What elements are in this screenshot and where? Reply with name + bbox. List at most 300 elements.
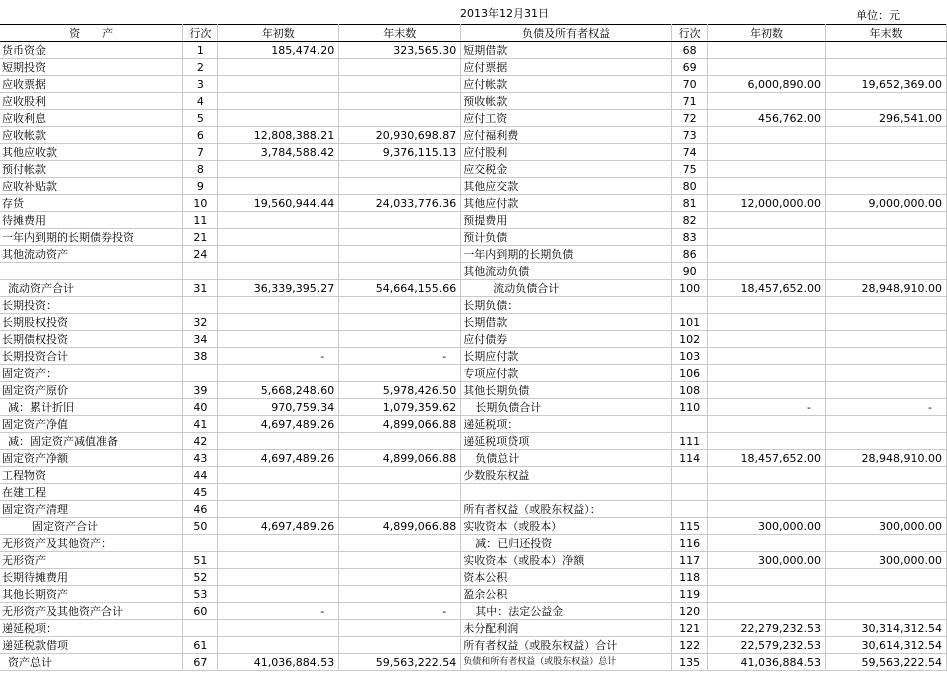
table-row [0,450,947,467]
table-cell: 67 [183,654,218,671]
table-cell [826,501,947,518]
table-cell: 300,000.00 [826,552,947,569]
table-row [0,569,947,586]
table-cell [183,365,218,382]
table-cell: 18,457,652.00 [708,280,826,297]
table-cell: 盈余公积 [461,586,672,603]
table-cell [218,467,339,484]
table-cell [708,467,826,484]
table-cell: 117 [672,552,708,569]
table-cell: 一年内到期的长期债券投资 [0,229,183,246]
table-row [0,110,947,127]
table-cell: 20,930,698.87 [339,127,461,144]
table-cell: 待摊费用 [0,212,183,229]
table-cell: 固定资产： [0,365,183,382]
table-cell [708,603,826,620]
table-cell: 负债和所有者权益（或股东权益）总计 [461,654,672,671]
table-cell [826,127,947,144]
table-cell: 102 [672,331,708,348]
table-cell: 2 [183,59,218,76]
table-cell: 减：固定资产减值准备 [0,433,183,450]
table-row [0,484,947,501]
table-cell: 无形资产及其他资产合计 [0,603,183,620]
table-cell: - [708,399,826,416]
table-cell [339,501,461,518]
table-cell [672,467,708,484]
table-cell [826,144,947,161]
table-cell [826,603,947,620]
table-cell: 长期负债合计 [461,399,672,416]
table-cell: 其他长期负债 [461,382,672,399]
table-row [0,263,947,280]
table-cell: 10 [183,195,218,212]
table-cell: 43 [183,450,218,467]
table-cell [708,246,826,263]
table-cell: 应付帐款 [461,76,672,93]
table-cell: 递延税项： [461,416,672,433]
table-cell: 114 [672,450,708,467]
table-cell [218,178,339,195]
table-cell: 未分配利润 [461,620,672,637]
table-cell [708,586,826,603]
table-cell: 其他流动资产 [0,246,183,263]
table-cell [672,416,708,433]
table-cell: 4,697,489.26 [218,518,339,535]
table-cell [0,263,183,280]
table-cell [183,297,218,314]
table-cell: 121 [672,620,708,637]
table-cell: 110 [672,399,708,416]
table-cell: 1 [183,42,218,59]
table-cell: - [218,348,339,365]
column-header: 年末数 [339,25,461,42]
table-cell: - [339,348,461,365]
table-cell: 119 [672,586,708,603]
table-cell: 83 [672,229,708,246]
table-row [0,518,947,535]
table-cell [708,297,826,314]
table-cell [708,59,826,76]
table-cell [672,297,708,314]
table-cell: 74 [672,144,708,161]
table-row [0,195,947,212]
table-cell: 应收帐款 [0,127,183,144]
table-cell: 42 [183,433,218,450]
header-row [0,25,947,42]
table-cell: 106 [672,365,708,382]
table-cell [708,229,826,246]
table-cell: 12,000,000.00 [708,195,826,212]
table-cell: 长期应付款 [461,348,672,365]
table-cell: 115 [672,518,708,535]
table-row [0,535,947,552]
table-cell: 41,036,884.53 [708,654,826,671]
table-cell: 111 [672,433,708,450]
table-cell: 80 [672,178,708,195]
table-cell: 递延税项贷项 [461,433,672,450]
table-cell [708,382,826,399]
column-header: 资 产 [0,25,183,42]
balance-table [0,24,947,671]
table-cell [339,467,461,484]
table-cell: 4,697,489.26 [218,416,339,433]
table-cell [218,620,339,637]
table-row [0,246,947,263]
table-cell [708,331,826,348]
table-cell [708,501,826,518]
column-header: 年初数 [708,25,826,42]
table-cell: 72 [672,110,708,127]
table-cell: 存货 [0,195,183,212]
table-cell [218,484,339,501]
table-cell: 专项应付款 [461,365,672,382]
table-cell [218,161,339,178]
table-cell: 工程物资 [0,467,183,484]
table-cell [826,297,947,314]
table-cell: 其中：法定公益金 [461,603,672,620]
table-cell: 实收资本（或股本） [461,518,672,535]
table-cell: 30,314,312.54 [826,620,947,637]
table-cell: 4,899,066.88 [339,416,461,433]
table-cell [826,161,947,178]
table-cell [708,365,826,382]
table-row [0,59,947,76]
table-cell [826,314,947,331]
table-row [0,416,947,433]
table-cell: 6,000,890.00 [708,76,826,93]
table-cell [708,569,826,586]
table-cell [826,263,947,280]
table-cell: 长期负债： [461,297,672,314]
table-cell [826,586,947,603]
table-cell: 固定资产净值 [0,416,183,433]
table-cell [183,263,218,280]
table-cell [339,314,461,331]
table-row [0,229,947,246]
table-cell: 108 [672,382,708,399]
table-cell [339,93,461,110]
table-cell [826,433,947,450]
table-cell: 45 [183,484,218,501]
table-cell [708,161,826,178]
table-cell: 101 [672,314,708,331]
table-cell [826,42,947,59]
table-cell: 其他应付款 [461,195,672,212]
table-row [0,76,947,93]
table-cell [218,229,339,246]
table-cell: 46 [183,501,218,518]
table-cell [672,484,708,501]
table-cell: 59,563,222.54 [826,654,947,671]
table-cell: 应付股利 [461,144,672,161]
table-row [0,161,947,178]
table-cell: 其他应收款 [0,144,183,161]
table-cell: 32 [183,314,218,331]
table-cell: 103 [672,348,708,365]
table-cell: 30,614,312.54 [826,637,947,654]
table-cell [708,535,826,552]
table-cell [339,229,461,246]
table-cell [708,144,826,161]
table-cell [339,212,461,229]
table-cell: 116 [672,535,708,552]
table-cell [218,637,339,654]
table-cell [218,331,339,348]
table-cell: 长期借款 [461,314,672,331]
table-cell: 应交税金 [461,161,672,178]
table-row [0,552,947,569]
table-cell: 52 [183,569,218,586]
table-cell: 应付工资 [461,110,672,127]
table-cell: 流动资产合计 [0,280,183,297]
table-cell [339,178,461,195]
table-cell: 4,899,066.88 [339,518,461,535]
table-cell [218,586,339,603]
table-cell [339,586,461,603]
table-cell: 68 [672,42,708,59]
table-row [0,178,947,195]
table-cell [708,93,826,110]
table-cell: 90 [672,263,708,280]
table-cell: 40 [183,399,218,416]
table-cell: 递延税款借项 [0,637,183,654]
table-cell [826,348,947,365]
sheet-header [0,0,947,24]
table-cell: 28,948,910.00 [826,450,947,467]
table-cell: 122 [672,637,708,654]
table-cell: 38 [183,348,218,365]
column-header: 年末数 [826,25,947,42]
table-cell [708,416,826,433]
table-cell: 69 [672,59,708,76]
table-cell: 负债总计 [461,450,672,467]
table-cell [461,484,672,501]
table-cell [339,263,461,280]
table-row [0,620,947,637]
table-cell: 61 [183,637,218,654]
table-cell: 5,978,426.50 [339,382,461,399]
table-cell: 18,457,652.00 [708,450,826,467]
table-cell: 24,033,776.36 [339,195,461,212]
table-cell: 71 [672,93,708,110]
table-cell: 22,279,232.53 [708,620,826,637]
table-cell: 减：已归还投资 [461,535,672,552]
table-cell [826,93,947,110]
table-cell [826,59,947,76]
table-cell [339,484,461,501]
table-cell: 135 [672,654,708,671]
table-cell: 300,000.00 [826,518,947,535]
table-cell: - [218,603,339,620]
table-cell: 5 [183,110,218,127]
table-row [0,280,947,297]
table-cell: 资产总计 [0,654,183,671]
table-cell: 36,339,395.27 [218,280,339,297]
table-cell: 296,541.00 [826,110,947,127]
table-cell [339,331,461,348]
table-cell: 59,563,222.54 [339,654,461,671]
column-header: 行次 [672,25,708,42]
table-cell: 44 [183,467,218,484]
column-header: 年初数 [218,25,339,42]
table-cell [826,382,947,399]
table-cell [826,365,947,382]
table-cell: 预提费用 [461,212,672,229]
table-cell: - [339,603,461,620]
table-cell [339,620,461,637]
table-cell [826,246,947,263]
table-cell: 固定资产原价 [0,382,183,399]
table-cell: 323,565.30 [339,42,461,59]
table-cell [183,620,218,637]
table-row [0,93,947,110]
table-cell: 9,376,115.13 [339,144,461,161]
table-cell: 固定资产净额 [0,450,183,467]
table-cell: 4,697,489.26 [218,450,339,467]
column-header: 负债及所有者权益 [461,25,672,42]
table-cell: 应收补贴款 [0,178,183,195]
table-cell [339,569,461,586]
table-cell: 70 [672,76,708,93]
table-cell [218,569,339,586]
table-cell: 3,784,588.42 [218,144,339,161]
currency-unit: 单位：元 [856,9,900,22]
table-cell: 50 [183,518,218,535]
table-cell [826,484,947,501]
table-cell [218,501,339,518]
table-cell: 54,664,155.66 [339,280,461,297]
table-cell [672,501,708,518]
table-cell: 970,759.34 [218,399,339,416]
table-cell [708,178,826,195]
table-cell: 1,079,359.62 [339,399,461,416]
table-cell: 固定资产合计 [0,518,183,535]
table-cell: 应收股利 [0,93,183,110]
table-cell [339,161,461,178]
table-cell: 3 [183,76,218,93]
table-cell [826,569,947,586]
table-cell [218,433,339,450]
table-cell: 流动负债合计 [461,280,672,297]
table-row [0,212,947,229]
table-cell: 75 [672,161,708,178]
table-cell: 19,560,944.44 [218,195,339,212]
table-cell [218,552,339,569]
table-cell [218,110,339,127]
table-cell: 其他流动负债 [461,263,672,280]
table-cell [339,297,461,314]
table-cell: 8 [183,161,218,178]
table-cell: 一年内到期的长期负债 [461,246,672,263]
table-cell: 24 [183,246,218,263]
table-row [0,382,947,399]
table-row [0,297,947,314]
table-cell [218,365,339,382]
table-cell: 100 [672,280,708,297]
table-cell: 4,899,066.88 [339,450,461,467]
table-cell [708,348,826,365]
table-cell: 资本公积 [461,569,672,586]
table-row [0,637,947,654]
table-cell [826,416,947,433]
table-cell [218,76,339,93]
table-cell [339,637,461,654]
table-cell [339,76,461,93]
table-cell: 5,668,248.60 [218,382,339,399]
table-cell [708,484,826,501]
table-cell [218,246,339,263]
table-cell: 9 [183,178,218,195]
table-cell: 81 [672,195,708,212]
table-cell [826,535,947,552]
table-cell: 所有者权益（或股东权益）： [461,501,672,518]
table-cell: 长期投资合计 [0,348,183,365]
table-cell [708,42,826,59]
table-cell [218,263,339,280]
table-cell: 4 [183,93,218,110]
table-cell: 12,808,388.21 [218,127,339,144]
table-cell: 51 [183,552,218,569]
table-cell: 应收利息 [0,110,183,127]
table-cell [218,212,339,229]
table-cell [826,178,947,195]
table-cell: 86 [672,246,708,263]
table-row [0,433,947,450]
table-cell: - [826,399,947,416]
table-row [0,654,947,671]
table-cell: 长期待摊费用 [0,569,183,586]
table-cell: 120 [672,603,708,620]
table-row [0,467,947,484]
table-cell [826,467,947,484]
table-cell: 19,652,369.00 [826,76,947,93]
table-row [0,365,947,382]
table-cell [708,212,826,229]
table-cell [183,535,218,552]
table-row [0,348,947,365]
table-cell [339,110,461,127]
table-cell: 固定资产清理 [0,501,183,518]
table-cell: 82 [672,212,708,229]
table-cell: 应付福利费 [461,127,672,144]
table-row [0,314,947,331]
table-cell: 预收帐款 [461,93,672,110]
table-cell: 减：累计折旧 [0,399,183,416]
table-cell: 34 [183,331,218,348]
table-cell: 在建工程 [0,484,183,501]
table-cell: 28,948,910.00 [826,280,947,297]
table-cell [826,212,947,229]
table-row [0,586,947,603]
table-cell: 21 [183,229,218,246]
table-cell [339,365,461,382]
table-row [0,127,947,144]
table-cell: 货币资金 [0,42,183,59]
table-cell: 长期股权投资 [0,314,183,331]
table-cell [826,229,947,246]
table-cell: 300,000.00 [708,518,826,535]
table-cell: 少数股东权益 [461,467,672,484]
table-cell [218,93,339,110]
table-cell: 6 [183,127,218,144]
table-cell [218,314,339,331]
table-cell: 无形资产及其他资产： [0,535,183,552]
table-cell [218,535,339,552]
report-date: 2013年12月31日 [460,7,549,20]
table-cell: 41 [183,416,218,433]
table-cell: 41,036,884.53 [218,654,339,671]
table-cell: 递延税项： [0,620,183,637]
